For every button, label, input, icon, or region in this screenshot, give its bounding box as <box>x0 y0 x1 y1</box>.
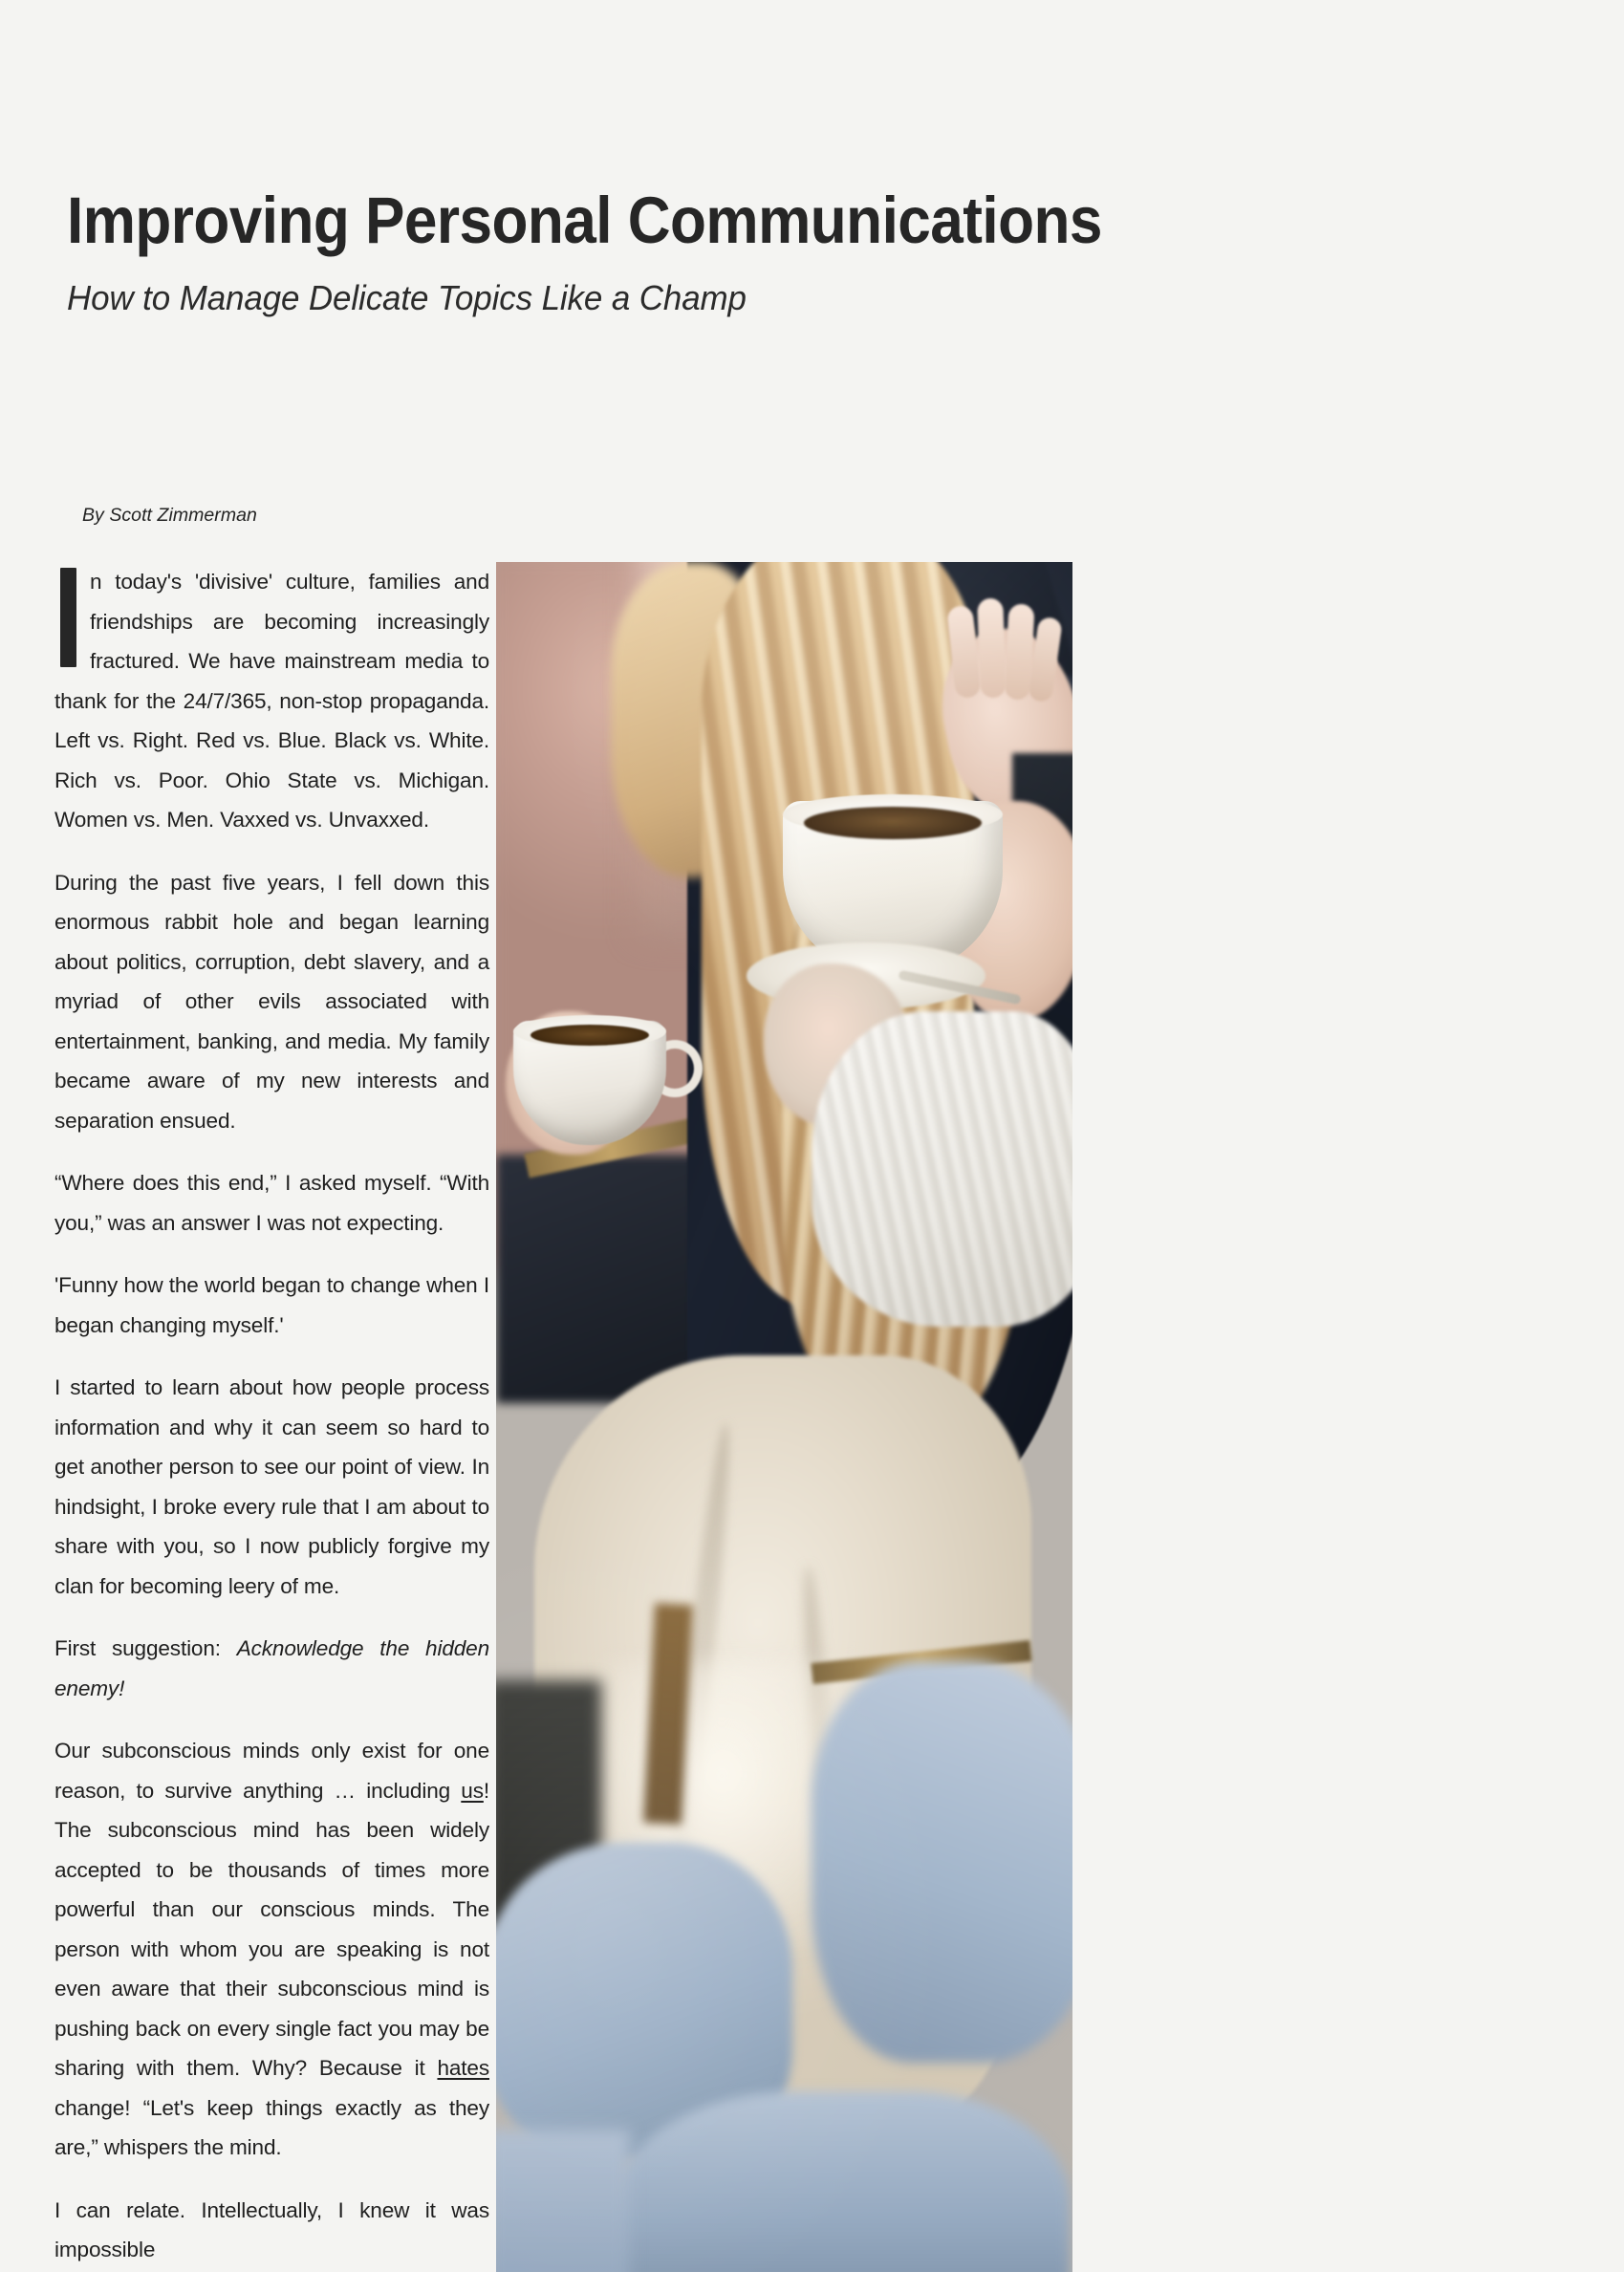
drop-cap <box>60 568 76 667</box>
text-run: change! “Let's keep things exactly as they are,” whispers the mind. <box>54 2095 489 2159</box>
article-paragraph <box>54 1265 489 1345</box>
emphasis-underline: us <box>461 1778 484 1803</box>
text-run: 'Funny how the world began to change when I began changing myself.' <box>54 1273 489 1337</box>
byline: By Scott Zimmerman <box>82 505 257 526</box>
page-subtitle: How to Manage Delicate Topics Like a Champ <box>67 278 747 317</box>
text-run: ! The subconscious mind has been widely accepted to be thousands of times more powerful than our conscious minds. The person with whom you are speaking is not even aware that their subconscious mind is pushing back on every single fact you may be sharing with them. Why? Because it <box>54 1778 489 2080</box>
text-run: I started to learn about how people process information and why it can seem so hard to get another person to see our point of view. In hindsight, I broke every rule that I am about to share with you, so I now publicly forgive my clan for becoming leery of me. <box>54 1375 489 1598</box>
article-photo <box>496 562 1072 2272</box>
article-paragraph <box>54 562 489 840</box>
text-run: During the past five years, I fell down this enormous rabbit hole and began learning about politics, corruption, debt slavery, and a myriad of other evils associated with entertainment, banking, and media. My family became aware of my new interests and separation ensued. <box>54 870 489 1133</box>
emphasis-underline: hates <box>437 2056 489 2080</box>
photo-light-wash <box>496 562 1072 2272</box>
text-run: First suggestion: <box>54 1636 237 1660</box>
text-run: n today's 'divisive' culture, families and friendships are becoming increasingly fractured. We have mainstream media to thank for the 24/7/365, non-stop propaganda. Left vs. Right. Red vs. Blue. Black vs. White. Rich vs. Poor. Ohio State vs. Michigan. Women vs. Men. Vaxxed vs. Unvaxxed. <box>54 570 489 832</box>
article-paragraph <box>54 863 489 1141</box>
article-body <box>54 562 489 2293</box>
article-paragraph <box>54 1163 489 1243</box>
text-run: I can relate. Intellectually, I knew it was impossible <box>54 2197 489 2261</box>
article-paragraph <box>54 1368 489 1606</box>
page-title: Improving Personal Communications <box>67 184 1102 257</box>
text-run: Our subconscious minds only exist for one reason, to survive anything … including <box>54 1739 489 1803</box>
article-header <box>67 184 1405 317</box>
article-paragraph <box>54 1731 489 2168</box>
emphasis-italic: Acknowledge the hidden enemy! <box>54 1636 489 1700</box>
text-run: “Where does this end,” I asked myself. “With you,” was an answer I was not expecting. <box>54 1171 489 1235</box>
article-paragraph <box>54 1629 489 1708</box>
article-paragraph <box>54 2191 489 2270</box>
